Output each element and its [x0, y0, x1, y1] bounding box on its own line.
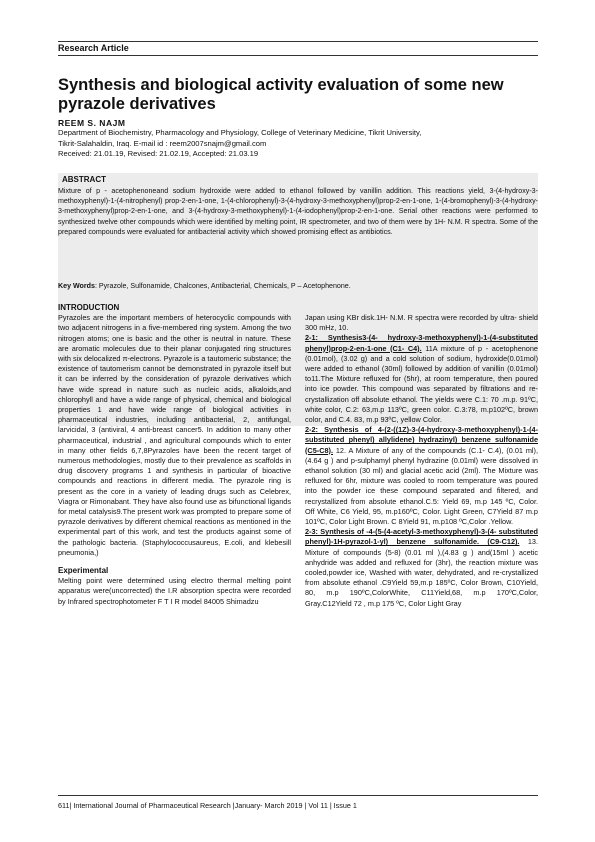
top-rule — [58, 41, 538, 42]
section-2-2-title: 2-2: Synthesis of 4-(2-((1Z)-3-(4-hydroxy-3-methoxyphenyl)-1-(4-substituted phenyl) allylidene) hydrazinyl) benzene sulfonamide (C5-C8). — [305, 425, 538, 455]
section-2-1-title: 2-1: Synthesis3-(4- hydroxy-3-methoxyphenyl)-1-(4-substituted phenyl)prop-2-en-1-one (C1- C4). — [305, 333, 538, 353]
author-name: REEM S. NAJM — [58, 118, 126, 128]
section-2-3-title: 2-3: Synthesis of -4-(5-(4-acetyl-3-methoxyphenyl)-3-(4- substituted phenyl)-1H-pyrazol-1-yl) benzene sulfonamide. (C9-C12). — [305, 527, 538, 547]
header-rule — [58, 55, 538, 56]
page-footer: 611| International Journal of Pharmaceutical Research |January- March 2019 | Vol 11 | Issue 1 — [58, 801, 357, 810]
abstract-heading: ABSTRACT — [62, 175, 106, 184]
section-2-2-text: 12. A Mixture of any of the compounds (C.1- C.4), (0.01 ml), (4.64 g ) and p-sulphamyl phenyl hydrazine (0.01ml) were dissolved in ethanol solution (30 ml) and glacial acetic acid (2ml). The Mixture was refluxed for 6hr, mixture was cooled to room temperature was poured into the powder ice these compound separated and filtered, and recrystallized from absolute ethanol.C.5: Yield 69, m.p 145 ºC, Color. Off White, C6 Yield, 95, m.p160ºC, Color. Light Green, C7Yield 87 m.p 101ºC, Color Light Brown. C 8Yield 91, m.p108 ºC,Color .Yellow. — [305, 445, 538, 527]
nmr-text: Japan using KBr disk.1H- N.M. R spectra were recorded by ultra- shield 300 mHz, 10. — [305, 313, 538, 333]
footer-rule — [58, 795, 538, 796]
keywords — [58, 282, 538, 290]
intro-text: Pyrazoles are the important members of heterocyclic compounds with two adjacent nitrogens in a five-membered ring system. Among the two nitrogen atoms; one is basic and the other is neutral in nature. These are aromatic molecules due to their planar conjugated ring structures with six delocalized π-electrons. Pyrazole is a tautomeric substance; the existence of tautomerism cannot be demonstrated in pyrazole itself but it can be inferred by the consideration of pyrazole derivatives which have wide spread in nature such as nucleic acids, alkaloids,and chlorophyll and have a wide range of physical, chemical and biological properties 1 and have wide range of biological activities in pharmaceutical industries, including antibacterial, 2, antifungal, larvicidal, 3 (antiviral, 4 anti-breast cancer5. In addition to many other pharmaceutical, industrial , and agricultural compounds which to enter in many other fields 6,7,8Pyrazoles have been the recent target of numerous methodologies, mostly due to their prevalence as scaffolds in drug discovery programs 1 and synthesis in particular of bioactive compounds and reactions in different media. The pyrazole ring is present as the core in a variety of leading drugs such as Celebrex, Viagra or Rimonabant. They have also found use as bifunctional ligands for metal catalysis9.The present work was prompted to prepare some of pyrazole derivatives by different chemical reactions as mentioned in the experimental part of this work, and test the products against some of the pathologic bacteria. (Staphylococcusaureus, E.coli, and klebesill pneumonia,) — [58, 313, 291, 557]
section-2-3-text: 13. Mixture of compounds (5-8) (0.01 ml ),(4.83 g ) and(15ml ) acetic anhydride was added and refluxed for (3hr), the reaction mixture was cooled,powder ice, Washed with water, dehydrated, and re-crystallized from absolute ethanol .C9Yield 59,m.p 185ºC, Color Brown, C10Yield, 80, m.p 190ºC,ColorWhite, C11Yield,68, m.p 170ºC,Color, Gray.C12Yield 72 , m.p 175 ºC, Color Light Gray — [305, 537, 538, 608]
affiliation-line-2: Tikrit-Salahaldin, Iraq. E-mail id : reem2007snajm@gmail.com — [58, 138, 267, 148]
affiliation-line-1: Department of Biochemistry, Pharmacology and Physiology, College of Veterinary Medicine, Tikrit University, — [58, 128, 422, 137]
left-column — [58, 303, 291, 607]
section-2-1-text: 11A mixture of p - acetophenone (0.01mol), (3.02 g) and a cold solution of sodium, hydroxide(0.01mol) were added to ethanol (30ml) followed by addition of vanillin (0.01mol) to11.The Mixture refluxed for (5hr), at room temperature, then poured into ice powder. This compound was separated by filtrations and re-crystallization off absolute ethanol. The yields were C.1: 70 .m.p. 91ºC, white color, C.2: 63,m.p 113ºC, green color. C.3:78, m.p102ºC, brown color, and C.4. 83, m.p 93ºC, yellow Color. — [305, 343, 538, 425]
paper-title: Synthesis and biological activity evaluation of some new pyrazole derivatives — [58, 76, 504, 113]
abstract-text: Mixture of p - acetophenoneand sodium hydroxide were added to ethanol followed by vanillin addition. This reactions yield, 3-(4-hydroxy-3-methoxyphenyl)-1-(4-nitrophenyl) prop-2-en-1-one, 1-(4-chlorophenyl)-3-(4-hydroxy-3-methoxyphenyl)prop-2-en-1-one, 1-(4-bromophenyl)-3-(4-hydroxy-3-methoxyphenyl)prop-2-en-1-one, and 3-(4-hydroxy-3-methoxyphenyl)-1-(4-iodophenyl)prop-2-en-1-one. Serial other reactions were performed to synthesized twelve other compounds which were identified by melting point, IR spectrometer, and two of them were by 1H- N.M. R spectra. Some of the prepared compounds were evaluated for antibacterial activity which showed promising effect as antibiotics. — [58, 187, 538, 236]
intro-heading: INTRODUCTION — [58, 303, 120, 312]
article-type: Research Article — [58, 43, 129, 53]
experimental-heading: Experimental — [58, 566, 109, 576]
experimental-text: Melting point were determined using electro thermal melting point apparatus were(uncorrected) the I.R absorption spectra were recorded by Infrared spectrophotometer F T I R model 84005 Shimadzu — [58, 576, 291, 606]
affiliation — [58, 128, 543, 160]
received-dates: Received: 21.01.19, Revised: 21.02.19, Accepted: 21.03.19 — [58, 149, 259, 158]
right-column — [305, 313, 538, 609]
keywords-list: : Pyrazole, Sulfonamide, Chalcones, Antibacterial, Chemicals, P – Acetophenone. — [94, 282, 351, 290]
keywords-label: Key Words — [58, 282, 95, 290]
